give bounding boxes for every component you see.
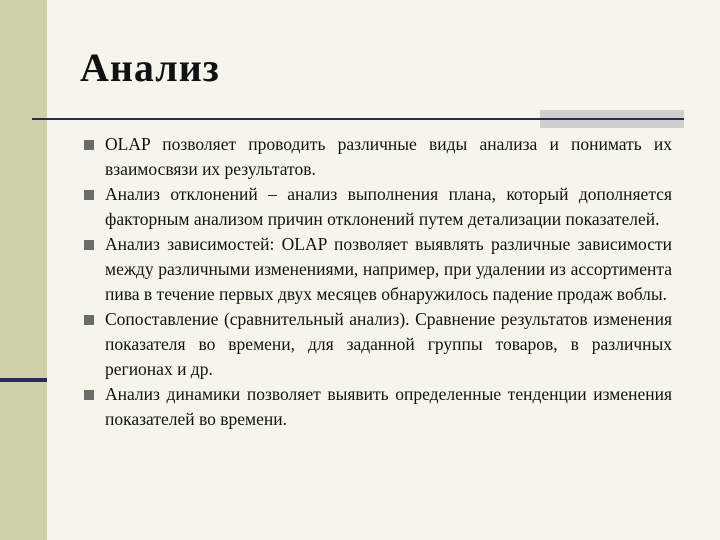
bullet-text: Анализ зависимостей: OLAP позволяет выявлять различные зависимости между различными изменениями, например, при удалении из ассортимента пива в течение первых двух месяцев обнаружилось падение продаж воблы.: [105, 234, 672, 304]
list-item: [84, 232, 672, 307]
square-bullet-icon: [84, 390, 94, 400]
left-accent-line: [0, 378, 47, 382]
slide-title: Анализ: [80, 45, 220, 90]
bullet-list: [84, 132, 672, 432]
bullet-text: Анализ динамики позволяет выявить определенные тенденции изменения показателей во времени.: [105, 384, 672, 429]
list-item: [84, 382, 672, 432]
list-item: [84, 132, 672, 182]
list-item: [84, 182, 672, 232]
square-bullet-icon: [84, 190, 94, 200]
square-bullet-icon: [84, 315, 94, 325]
bullet-text: Анализ отклонений – анализ выполнения плана, который дополняется факторным анализом причин отклонений путем детализации показателей.: [105, 184, 672, 229]
square-bullet-icon: [84, 140, 94, 150]
list-item: [84, 307, 672, 382]
title-underline-box-line: [540, 118, 684, 120]
left-decorative-band: [0, 0, 47, 540]
square-bullet-icon: [84, 240, 94, 250]
bullet-text: Сопоставление (сравнительный анализ). Сравнение результатов изменения показателя во времени, для заданной группы товаров, в различных регионах и др.: [105, 309, 672, 379]
bullet-text: OLAP позволяет проводить различные виды анализа и понимать их взаимосвязи их результатов.: [105, 134, 672, 179]
